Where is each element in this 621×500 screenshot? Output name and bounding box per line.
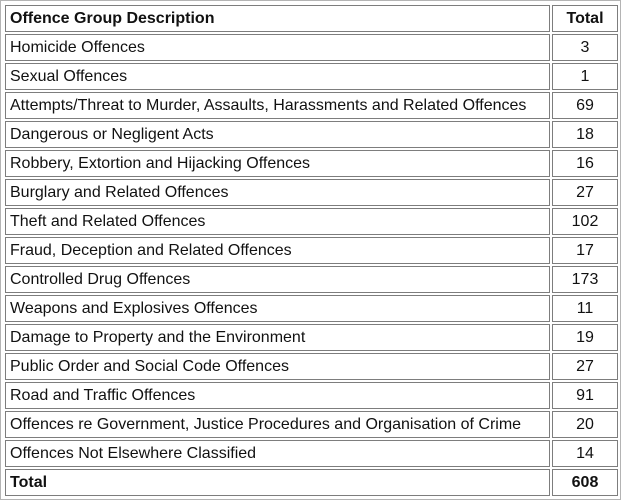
grand-total-label: Total (5, 469, 550, 496)
row-total: 16 (552, 150, 618, 177)
table-row (5, 295, 618, 322)
table-row (5, 353, 618, 380)
row-description: Weapons and Explosives Offences (5, 295, 550, 322)
row-total: 102 (552, 208, 618, 235)
table-row (5, 324, 618, 351)
table-row (5, 440, 618, 467)
row-total: 14 (552, 440, 618, 467)
grand-total-value: 608 (552, 469, 618, 496)
column-header-description: Offence Group Description (5, 5, 550, 32)
table-row (5, 179, 618, 206)
grand-total-row (5, 469, 618, 496)
table-row (5, 382, 618, 409)
row-description: Burglary and Related Offences (5, 179, 550, 206)
table-row (5, 411, 618, 438)
row-total: 19 (552, 324, 618, 351)
row-description: Offences Not Elsewhere Classified (5, 440, 550, 467)
row-description: Theft and Related Offences (5, 208, 550, 235)
row-description: Homicide Offences (5, 34, 550, 61)
row-total: 11 (552, 295, 618, 322)
row-description: Offences re Government, Justice Procedures and Organisation of Crime (5, 411, 550, 438)
row-total: 1 (552, 63, 618, 90)
table-row (5, 34, 618, 61)
table-row (5, 121, 618, 148)
header-row (5, 5, 618, 32)
row-description: Fraud, Deception and Related Offences (5, 237, 550, 264)
table-row (5, 63, 618, 90)
row-total: 20 (552, 411, 618, 438)
row-total: 173 (552, 266, 618, 293)
row-description: Dangerous or Negligent Acts (5, 121, 550, 148)
row-description: Controlled Drug Offences (5, 266, 550, 293)
row-description: Robbery, Extortion and Hijacking Offences (5, 150, 550, 177)
row-description: Sexual Offences (5, 63, 550, 90)
table-row (5, 92, 618, 119)
row-total: 27 (552, 353, 618, 380)
row-total: 69 (552, 92, 618, 119)
table-row (5, 237, 618, 264)
row-description: Attempts/Threat to Murder, Assaults, Harassments and Related Offences (5, 92, 550, 119)
row-total: 17 (552, 237, 618, 264)
row-description: Public Order and Social Code Offences (5, 353, 550, 380)
table-row (5, 266, 618, 293)
row-total: 91 (552, 382, 618, 409)
table-row (5, 150, 618, 177)
column-header-total: Total (552, 5, 618, 32)
row-description: Damage to Property and the Environment (5, 324, 550, 351)
offence-table (3, 3, 620, 498)
table-row (5, 208, 618, 235)
row-total: 27 (552, 179, 618, 206)
row-total: 3 (552, 34, 618, 61)
row-total: 18 (552, 121, 618, 148)
row-description: Road and Traffic Offences (5, 382, 550, 409)
